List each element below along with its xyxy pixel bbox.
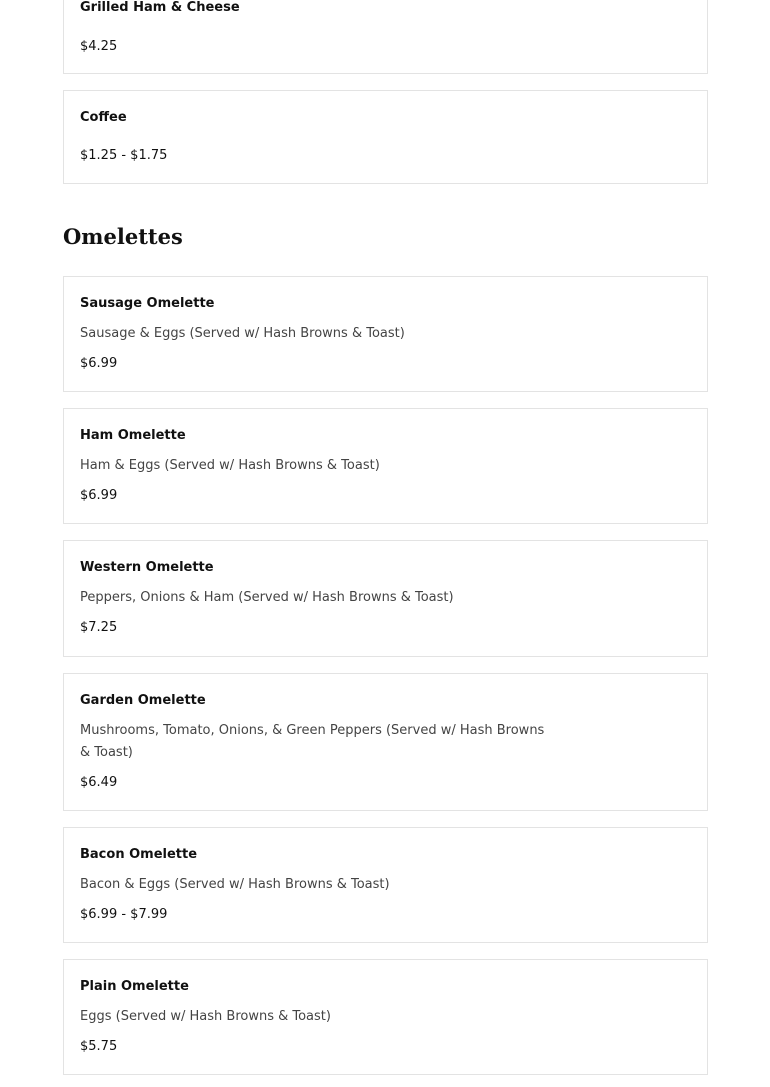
menu-item-name: Coffee: [80, 110, 127, 125]
menu-item-price: $1.25 - $1.75: [80, 148, 168, 163]
menu-item-card: [63, 90, 708, 184]
menu-item-card: [63, 673, 708, 811]
menu-item-card: [63, 827, 708, 943]
menu-item-card: [63, 540, 708, 657]
menu-item-price: $6.99: [80, 488, 118, 503]
menu-item-description: Eggs (Served w/ Hash Browns & Toast): [80, 1009, 331, 1024]
menu-item-price: $4.25: [80, 39, 118, 54]
menu-item-name: Ham Omelette: [80, 428, 186, 443]
menu-item-name: Plain Omelette: [80, 979, 189, 994]
menu-item-description: Bacon & Eggs (Served w/ Hash Browns & Toast): [80, 877, 390, 892]
menu-item-price: $5.75: [80, 1039, 118, 1054]
menu-item-description: Mushrooms, Tomato, Onions, & Green Peppers (Served w/ Hash Browns & Toast): [80, 723, 545, 760]
menu-item-name: Bacon Omelette: [80, 847, 198, 862]
menu-item-price: $6.99 - $7.99: [80, 907, 168, 922]
menu-item-name: Garden Omelette: [80, 693, 206, 708]
menu-item-description: Sausage & Eggs (Served w/ Hash Browns & Toast): [80, 326, 405, 341]
menu-item-card: [63, 408, 708, 524]
menu-item-description: Ham & Eggs (Served w/ Hash Browns & Toast): [80, 458, 380, 473]
menu-item-card: [63, 0, 708, 74]
menu-item-card: [63, 276, 708, 392]
menu-item-card: [63, 959, 708, 1075]
menu-item-description: Peppers, Onions & Ham (Served w/ Hash Browns & Toast): [80, 590, 454, 605]
menu-item-price: $7.25: [80, 620, 118, 635]
menu-item-price: $6.99: [80, 356, 118, 371]
menu-item-price: $6.49: [80, 775, 118, 790]
menu-item-name: Sausage Omelette: [80, 296, 215, 311]
section-title-omelettes: Omelettes: [63, 224, 183, 249]
menu-item-name: Western Omelette: [80, 560, 214, 575]
menu-item-name: Grilled Ham & Cheese: [80, 0, 240, 15]
